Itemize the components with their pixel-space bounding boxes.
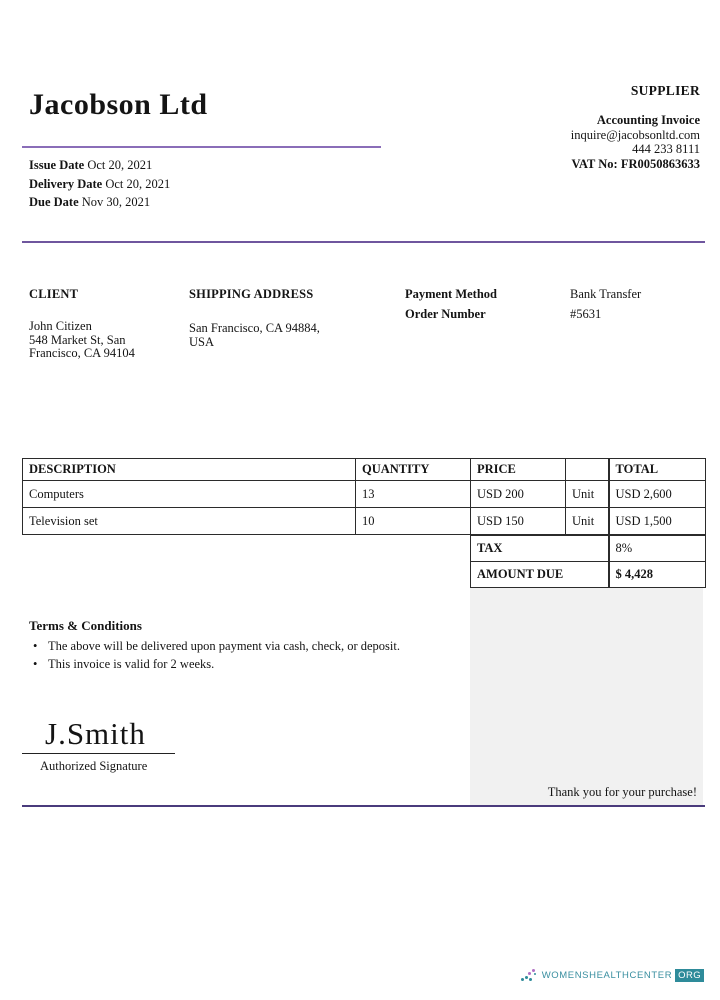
bottom-divider (22, 805, 705, 807)
header-unit (566, 459, 609, 481)
delivery-date-value: Oct 20, 2021 (102, 176, 171, 191)
header-divider (22, 146, 381, 148)
due-date-row (29, 193, 170, 212)
amount-due-label: AMOUNT DUE (471, 562, 609, 588)
document-title: Accounting Invoice (596, 113, 700, 127)
header-total: TOTAL (609, 459, 706, 481)
signature-line (22, 753, 175, 754)
item-description: Television set (23, 508, 356, 535)
terms-item: • The above will be delivered upon payment via cash, check, or deposit. (33, 638, 400, 656)
terms-list (33, 638, 400, 673)
terms-heading: Terms & Conditions (29, 618, 142, 633)
payment-method-label: Payment Method (405, 287, 497, 301)
item-total: USD 2,600 (609, 481, 706, 508)
item-price: USD 150 (471, 508, 566, 535)
supplier-label: SUPPLIER (630, 83, 700, 98)
client-address-line1: 548 Market St, San (29, 332, 126, 347)
watermark-logo (521, 968, 704, 982)
shipping-address-label: SHIPPING ADDRESS (189, 287, 314, 301)
shipping-address (189, 322, 320, 349)
amount-due-value: $ 4,428 (609, 562, 706, 588)
supplier-info-block (571, 113, 700, 171)
tax-value: 8% (609, 536, 706, 562)
swirl-dots-icon (521, 968, 539, 982)
supplier-phone: 444 233 8111 (632, 142, 700, 156)
items-table (22, 458, 706, 535)
items-table-header-row (23, 459, 706, 481)
delivery-date-row (29, 175, 170, 194)
shipping-line2: USA (189, 334, 215, 349)
header-description: DESCRIPTION (23, 459, 356, 481)
client-label: CLIENT (29, 287, 79, 301)
watermark-badge: ORG (675, 969, 704, 982)
client-address-line2: Francisco, CA 94104 (29, 346, 135, 360)
footer-panel (470, 588, 703, 806)
order-number-value: #5631 (570, 307, 602, 321)
item-unit: Unit (566, 508, 609, 535)
table-row (23, 481, 706, 508)
shipping-line1: San Francisco, CA 94884, (189, 321, 320, 335)
signature-label: Authorized Signature (40, 759, 148, 773)
company-name: Jacobson Ltd (29, 88, 208, 121)
totals-table (470, 535, 706, 588)
watermark-text: WOMENSHEALTHCENTER (541, 969, 673, 981)
dates-block (29, 156, 170, 212)
table-row (23, 508, 706, 535)
issue-date-label: Issue Date (29, 158, 85, 172)
item-description: Computers (23, 481, 356, 508)
payment-method-value: Bank Transfer (570, 287, 642, 301)
signature-name: J.Smith (45, 716, 146, 751)
supplier-email: inquire@jacobsonltd.com (570, 127, 700, 142)
due-date-label: Due Date (29, 195, 79, 209)
section-divider (22, 241, 705, 243)
delivery-date-label: Delivery Date (29, 176, 103, 191)
due-date-value: Nov 30, 2021 (78, 195, 151, 209)
item-quantity: 13 (356, 481, 471, 508)
client-address (29, 320, 135, 361)
issue-date-row (29, 156, 170, 175)
tax-row (471, 536, 706, 562)
header-price: PRICE (471, 459, 566, 481)
item-unit: Unit (566, 481, 609, 508)
supplier-vat: VAT No: FR0050863633 (571, 156, 700, 171)
issue-date-value: Oct 20, 2021 (84, 158, 153, 172)
header-quantity: QUANTITY (356, 459, 471, 481)
order-number-label: Order Number (405, 307, 486, 321)
tax-label: TAX (471, 536, 609, 562)
client-name: John Citizen (29, 319, 92, 333)
item-quantity: 10 (356, 508, 471, 535)
thank-you-note: Thank you for your purchase! (547, 785, 697, 799)
amount-due-row (471, 562, 706, 588)
item-price: USD 200 (471, 481, 566, 508)
item-total: USD 1,500 (609, 508, 706, 535)
terms-item: • This invoice is valid for 2 weeks. (33, 656, 400, 674)
